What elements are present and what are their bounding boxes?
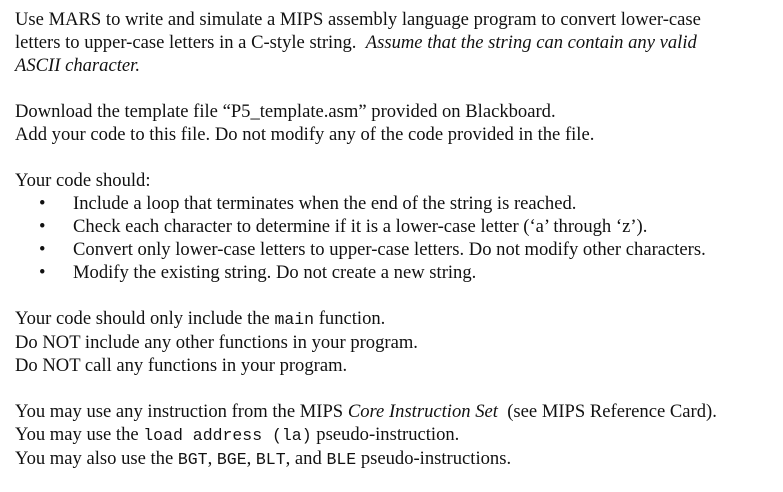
core-instruction-set-italic: Core Instruction Set — [347, 401, 498, 422]
instructions-line-3: You may also use the BGT, BGE, BLT, and BLE pseudo-instructions. — [15, 448, 512, 469]
instructions-line-3-before: You may also use the — [15, 448, 174, 469]
bullet-icon: • — [39, 262, 46, 283]
intro-line-2 — [15, 31, 777, 54]
functions-line-2: Do NOT include any other functions in your program. — [15, 332, 418, 353]
bge-code: BGE — [216, 450, 247, 469]
instructions-and-word: and — [294, 448, 322, 469]
intro-line-3 — [15, 54, 777, 77]
spacer — [15, 146, 777, 169]
list-item-text: Check each character to determine if it is a lower-case letter (‘a’ through ‘z’). — [73, 216, 648, 237]
functions-line-1 — [15, 307, 777, 331]
list-item — [15, 215, 777, 238]
template-paragraph — [15, 100, 777, 146]
instructions-line-2 — [15, 423, 777, 447]
instructions-line-1 — [15, 400, 777, 423]
spacer — [15, 284, 777, 307]
intro-line-2-text: letters to upper-case letters in a C-style string. — [15, 32, 357, 53]
intro-assumption-italic-end: ASCII character. — [15, 55, 140, 76]
bullet-icon: • — [39, 239, 46, 260]
instructions-line-2-before: You may use the — [15, 424, 139, 445]
list-item — [15, 192, 777, 215]
main-function-code: main — [274, 310, 315, 329]
instructions-line-3-after: pseudo-instructions. — [360, 448, 512, 469]
bullet-icon: • — [39, 193, 46, 214]
list-item — [15, 261, 777, 284]
spacer — [15, 377, 777, 400]
intro-assumption-italic: Assume that the string can contain any valid — [365, 32, 697, 53]
spacer — [15, 77, 777, 100]
functions-line-1-after: function. — [318, 308, 386, 329]
intro-paragraph — [15, 8, 777, 77]
ble-code: BLE — [326, 450, 357, 469]
instructions-line-2-after: pseudo-instruction. — [316, 424, 460, 445]
list-item-text: Modify the existing string. Do not create a new string. — [73, 262, 477, 283]
template-line-1: Download the template file “P5_template.asm” provided on Blackboard. — [15, 101, 556, 122]
list-item — [15, 238, 777, 261]
intro-line-1: Use MARS to write and simulate a MIPS assembly language program to convert lower-case — [15, 9, 701, 30]
instructions-line-1-after: (see MIPS Reference Card). — [507, 401, 717, 422]
functions-line-1-before: Your code should only include the — [15, 308, 270, 329]
requirements-heading-text: Your code should: — [15, 170, 151, 191]
instructions-paragraph — [15, 400, 777, 471]
template-line-2: Add your code to this file. Do not modify any of the code provided in the file. — [15, 124, 595, 145]
bullet-icon: • — [39, 216, 46, 237]
load-address-code: load address (la) — [143, 426, 312, 445]
blt-code: BLT — [255, 450, 286, 469]
functions-line-3: Do NOT call any functions in your program. — [15, 355, 348, 376]
assignment-document — [15, 8, 777, 471]
requirements-heading — [15, 169, 777, 192]
requirements-list — [15, 192, 777, 284]
instructions-line-1-before: You may use any instruction from the MIPS — [15, 401, 344, 422]
list-item-text: Convert only lower-case letters to upper-case letters. Do not modify other characters. — [73, 239, 706, 260]
bgt-code: BGT — [177, 450, 208, 469]
functions-paragraph — [15, 307, 777, 377]
list-item-text: Include a loop that terminates when the end of the string is reached. — [73, 193, 577, 214]
